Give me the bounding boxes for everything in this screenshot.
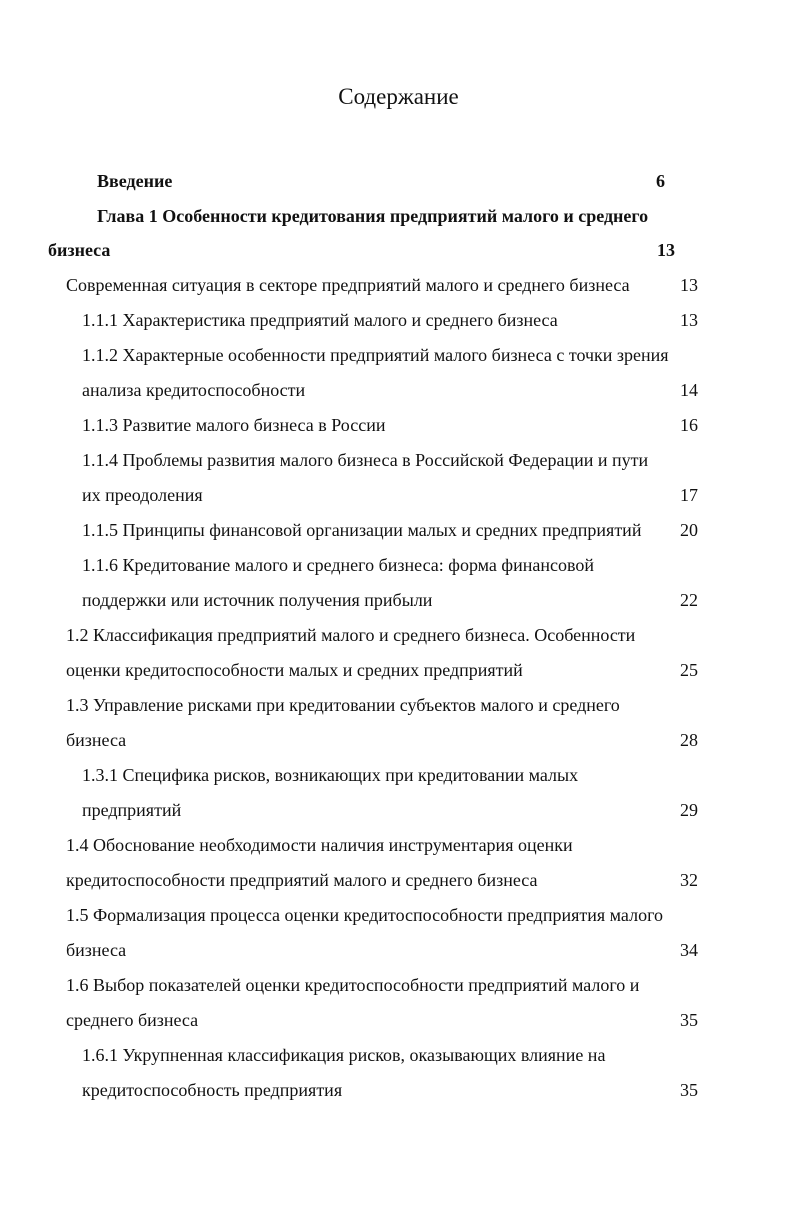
toc-entry-label: 1.6.1 Укрупненная классификация рисков, оказывающих влияние на <box>82 1045 606 1065</box>
toc-entry-label: предприятий <box>82 800 182 820</box>
toc-entry-label: 1.3.1 Специфика рисков, возникающих при кредитовании малых <box>82 765 579 785</box>
toc-entry-label: Современная ситуация в секторе предприятий малого и среднего бизнеса <box>66 275 630 295</box>
toc-page-number: 32 <box>680 870 698 890</box>
toc-entry-continued <box>82 585 702 615</box>
toc-entry-chapter1-continued <box>48 235 678 265</box>
toc-entry-label: бизнеса <box>66 730 127 750</box>
toc-entry-continued <box>66 935 706 965</box>
toc-entry-intro <box>97 166 677 196</box>
page-title: Содержание <box>338 84 459 109</box>
toc-entry-label: поддержки или источник получения прибыли <box>82 590 433 610</box>
toc-entry-continued <box>82 480 702 510</box>
toc-entry-label: 1.3 Управление рисками при кредитовании субъектов малого и среднего <box>66 695 620 715</box>
toc-entry <box>82 515 702 545</box>
toc-entry <box>66 900 706 930</box>
toc-entry <box>82 445 702 475</box>
toc-entry-label: 1.1.6 Кредитование малого и среднего бизнеса: форма финансовой <box>82 555 594 575</box>
toc-entry <box>82 305 702 335</box>
toc-entry <box>82 410 702 440</box>
toc-page-number: 25 <box>680 660 698 680</box>
toc-entry-continued <box>66 865 706 895</box>
toc-page-number: 22 <box>680 590 698 610</box>
toc-entry-label: среднего бизнеса <box>66 1010 199 1030</box>
toc-page-number: 13 <box>680 275 698 295</box>
toc-entry-label: 1.2 Классификация предприятий малого и среднего бизнеса. Особенности <box>66 625 636 645</box>
toc-entry-label: бизнеса <box>66 940 127 960</box>
toc-entry-label: их преодоления <box>82 485 203 505</box>
toc-entry-continued <box>82 1075 702 1105</box>
toc-entry-label: 1.6 Выбор показателей оценки кредитоспособности предприятий малого и <box>66 975 640 995</box>
toc-entry <box>66 830 706 860</box>
toc-page-number: 28 <box>680 730 698 750</box>
toc-entry-label: 1.5 Формализация процесса оценки кредитоспособности предприятия малого <box>66 905 663 925</box>
toc-entry-label: кредитоспособности предприятий малого и среднего бизнеса <box>66 870 538 890</box>
toc-entry-label: 1.1.2 Характерные особенности предприятий малого бизнеса с точки зрения <box>82 345 669 365</box>
toc-entry-label: анализа кредитоспособности <box>82 380 306 400</box>
toc-entry-label: 1.1.4 Проблемы развития малого бизнеса в Российской Федерации и пути <box>82 450 649 470</box>
toc-entry-label: 1.1.3 Развитие малого бизнеса в России <box>82 415 386 435</box>
toc-entry <box>66 690 706 720</box>
toc-entry-continued <box>66 655 706 685</box>
toc-page-number: 13 <box>657 240 675 260</box>
toc-page-number: 16 <box>680 415 698 435</box>
toc-page-number: 17 <box>680 485 698 505</box>
toc-page-number: 34 <box>680 940 698 960</box>
toc-entry-label: 1.1.5 Принципы финансовой организации малых и средних предприятий <box>82 520 642 540</box>
toc-entry <box>66 970 706 1000</box>
toc-entry-label: оценки кредитоспособности малых и средних предприятий <box>66 660 523 680</box>
toc-entry <box>66 620 706 650</box>
toc-page-number: 20 <box>680 520 698 540</box>
toc-page-number: 6 <box>656 171 665 191</box>
toc-page-number: 29 <box>680 800 698 820</box>
toc-page-number: 13 <box>680 310 698 330</box>
toc-page-number: 35 <box>680 1010 698 1030</box>
toc-entry-label: Введение <box>97 171 173 191</box>
toc-entry-label: бизнеса <box>48 240 111 260</box>
toc-entry <box>82 550 702 580</box>
toc-entry <box>82 760 702 790</box>
toc-entry-continued <box>66 725 706 755</box>
toc-entry <box>66 270 706 300</box>
toc-entry <box>82 1040 702 1070</box>
toc-entry-continued <box>82 375 702 405</box>
toc-entry-continued <box>82 795 702 825</box>
toc-entry-continued <box>66 1005 706 1035</box>
toc-entry-label: Глава 1 Особенности кредитования предприятий малого и среднего <box>97 206 649 226</box>
toc-entry-label: кредитоспособность предприятия <box>82 1080 343 1100</box>
toc-page-number: 14 <box>680 380 698 400</box>
toc-entry-chapter1 <box>97 201 697 231</box>
toc-entry-label: 1.1.1 Характеристика предприятий малого и среднего бизнеса <box>82 310 558 330</box>
toc-entry <box>82 340 702 370</box>
toc-page-number: 35 <box>680 1080 698 1100</box>
toc-entry-label: 1.4 Обоснование необходимости наличия инструментария оценки <box>66 835 573 855</box>
